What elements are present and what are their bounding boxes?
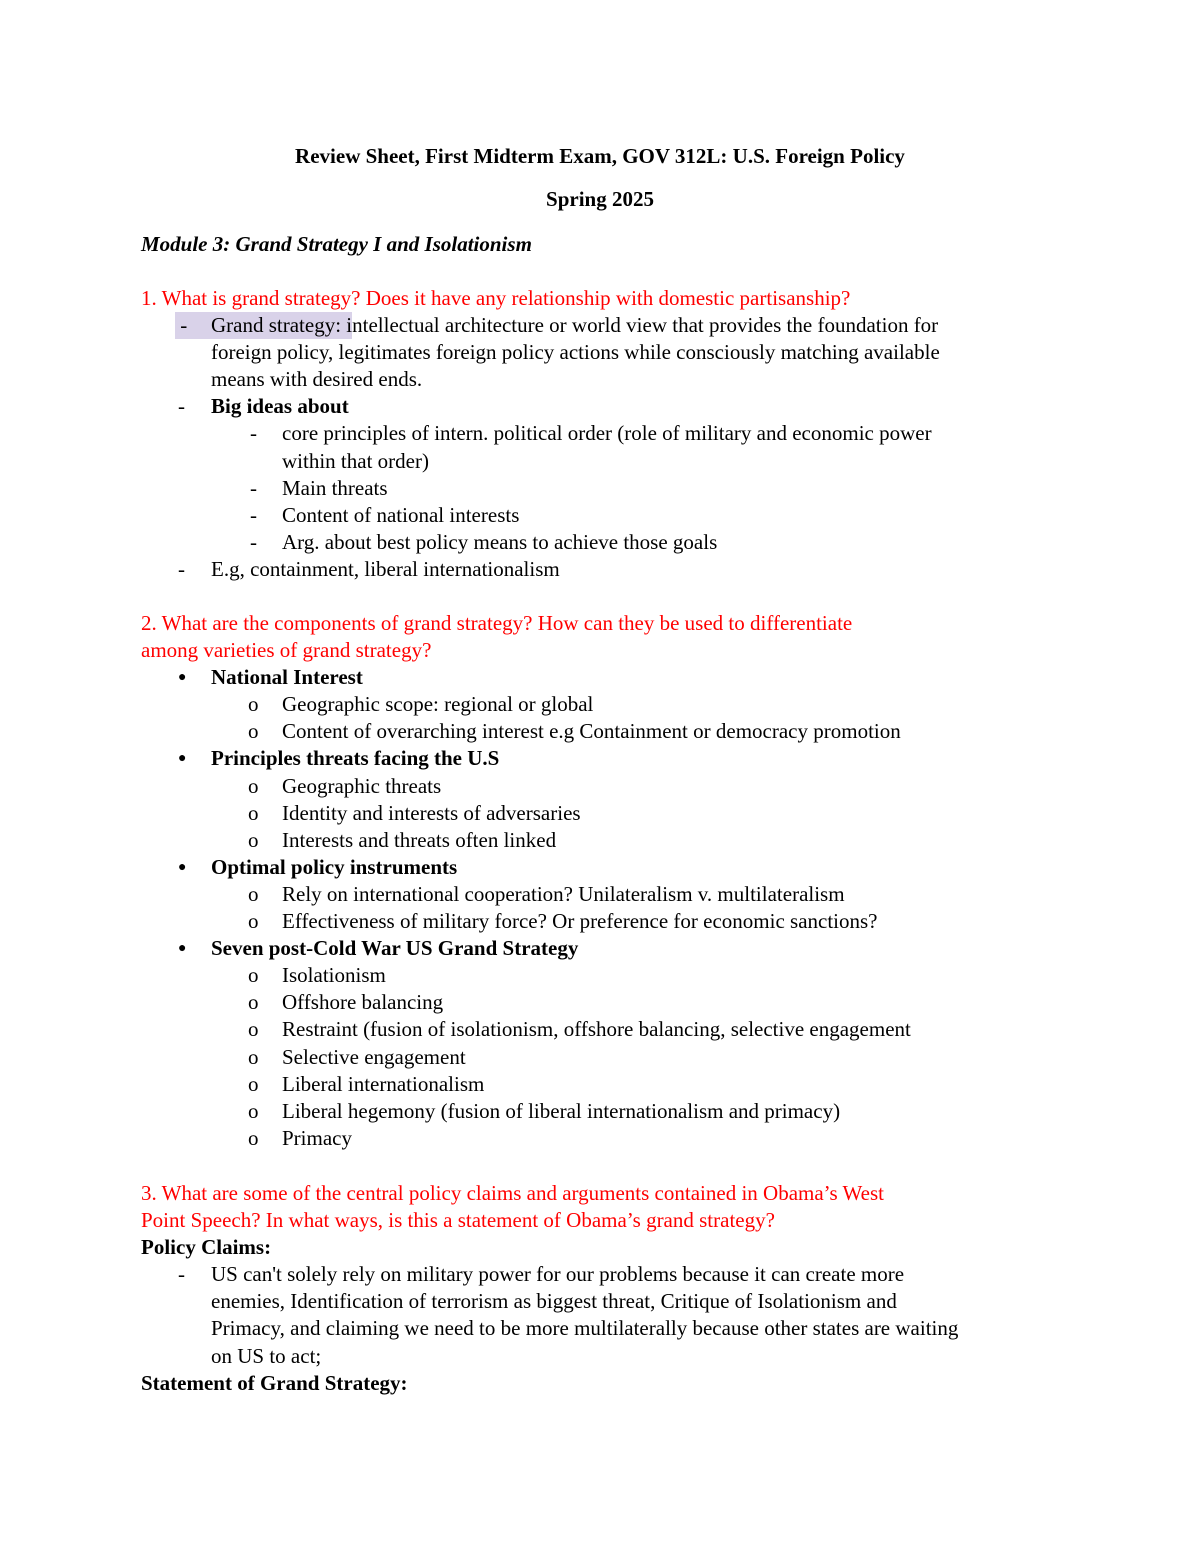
document-term: Spring 2025 (546, 187, 654, 211)
circle-bullet-icon: o (248, 881, 259, 906)
circle-bullet-icon: o (248, 1098, 259, 1123)
module-heading: Module 3: Grand Strategy I and Isolationism (141, 232, 532, 256)
bullet-label: National Interest (211, 665, 363, 690)
bullet-label: Principles threats facing the U.S (211, 746, 500, 771)
circle-bullet-icon: o (248, 1071, 259, 1096)
circle-bullet-icon: o (248, 963, 259, 988)
document-title: Review Sheet, First Midterm Exam, GOV 312L: U.S. Foreign Policy (295, 144, 905, 168)
circle-bullet-icon: o (248, 1125, 259, 1150)
bullet-icon: ● (178, 859, 187, 875)
circle-bullet-icon: o (248, 773, 259, 798)
circle-bullet-icon: o (248, 909, 259, 934)
bullet-icon: ● (178, 751, 187, 767)
circle-bullet-icon: o (248, 1044, 259, 1069)
circle-bullet-icon: o (248, 719, 259, 744)
bullet-icon: ● (178, 670, 187, 686)
circle-bullet-icon: o (248, 827, 259, 852)
circle-bullet-icon: o (248, 800, 259, 825)
dash-marker: - (175, 312, 352, 339)
circle-bullet-icon: o (248, 1017, 259, 1042)
circle-bullet-icon: o (248, 692, 259, 717)
bullet-label: Seven post-Cold War US Grand Strategy (211, 936, 579, 961)
bullet-label: Optimal policy instruments (211, 854, 458, 879)
bullet-icon: ● (178, 941, 187, 957)
highlighted-term: Grand strategy (211, 313, 336, 338)
circle-bullet-icon: o (248, 990, 259, 1015)
